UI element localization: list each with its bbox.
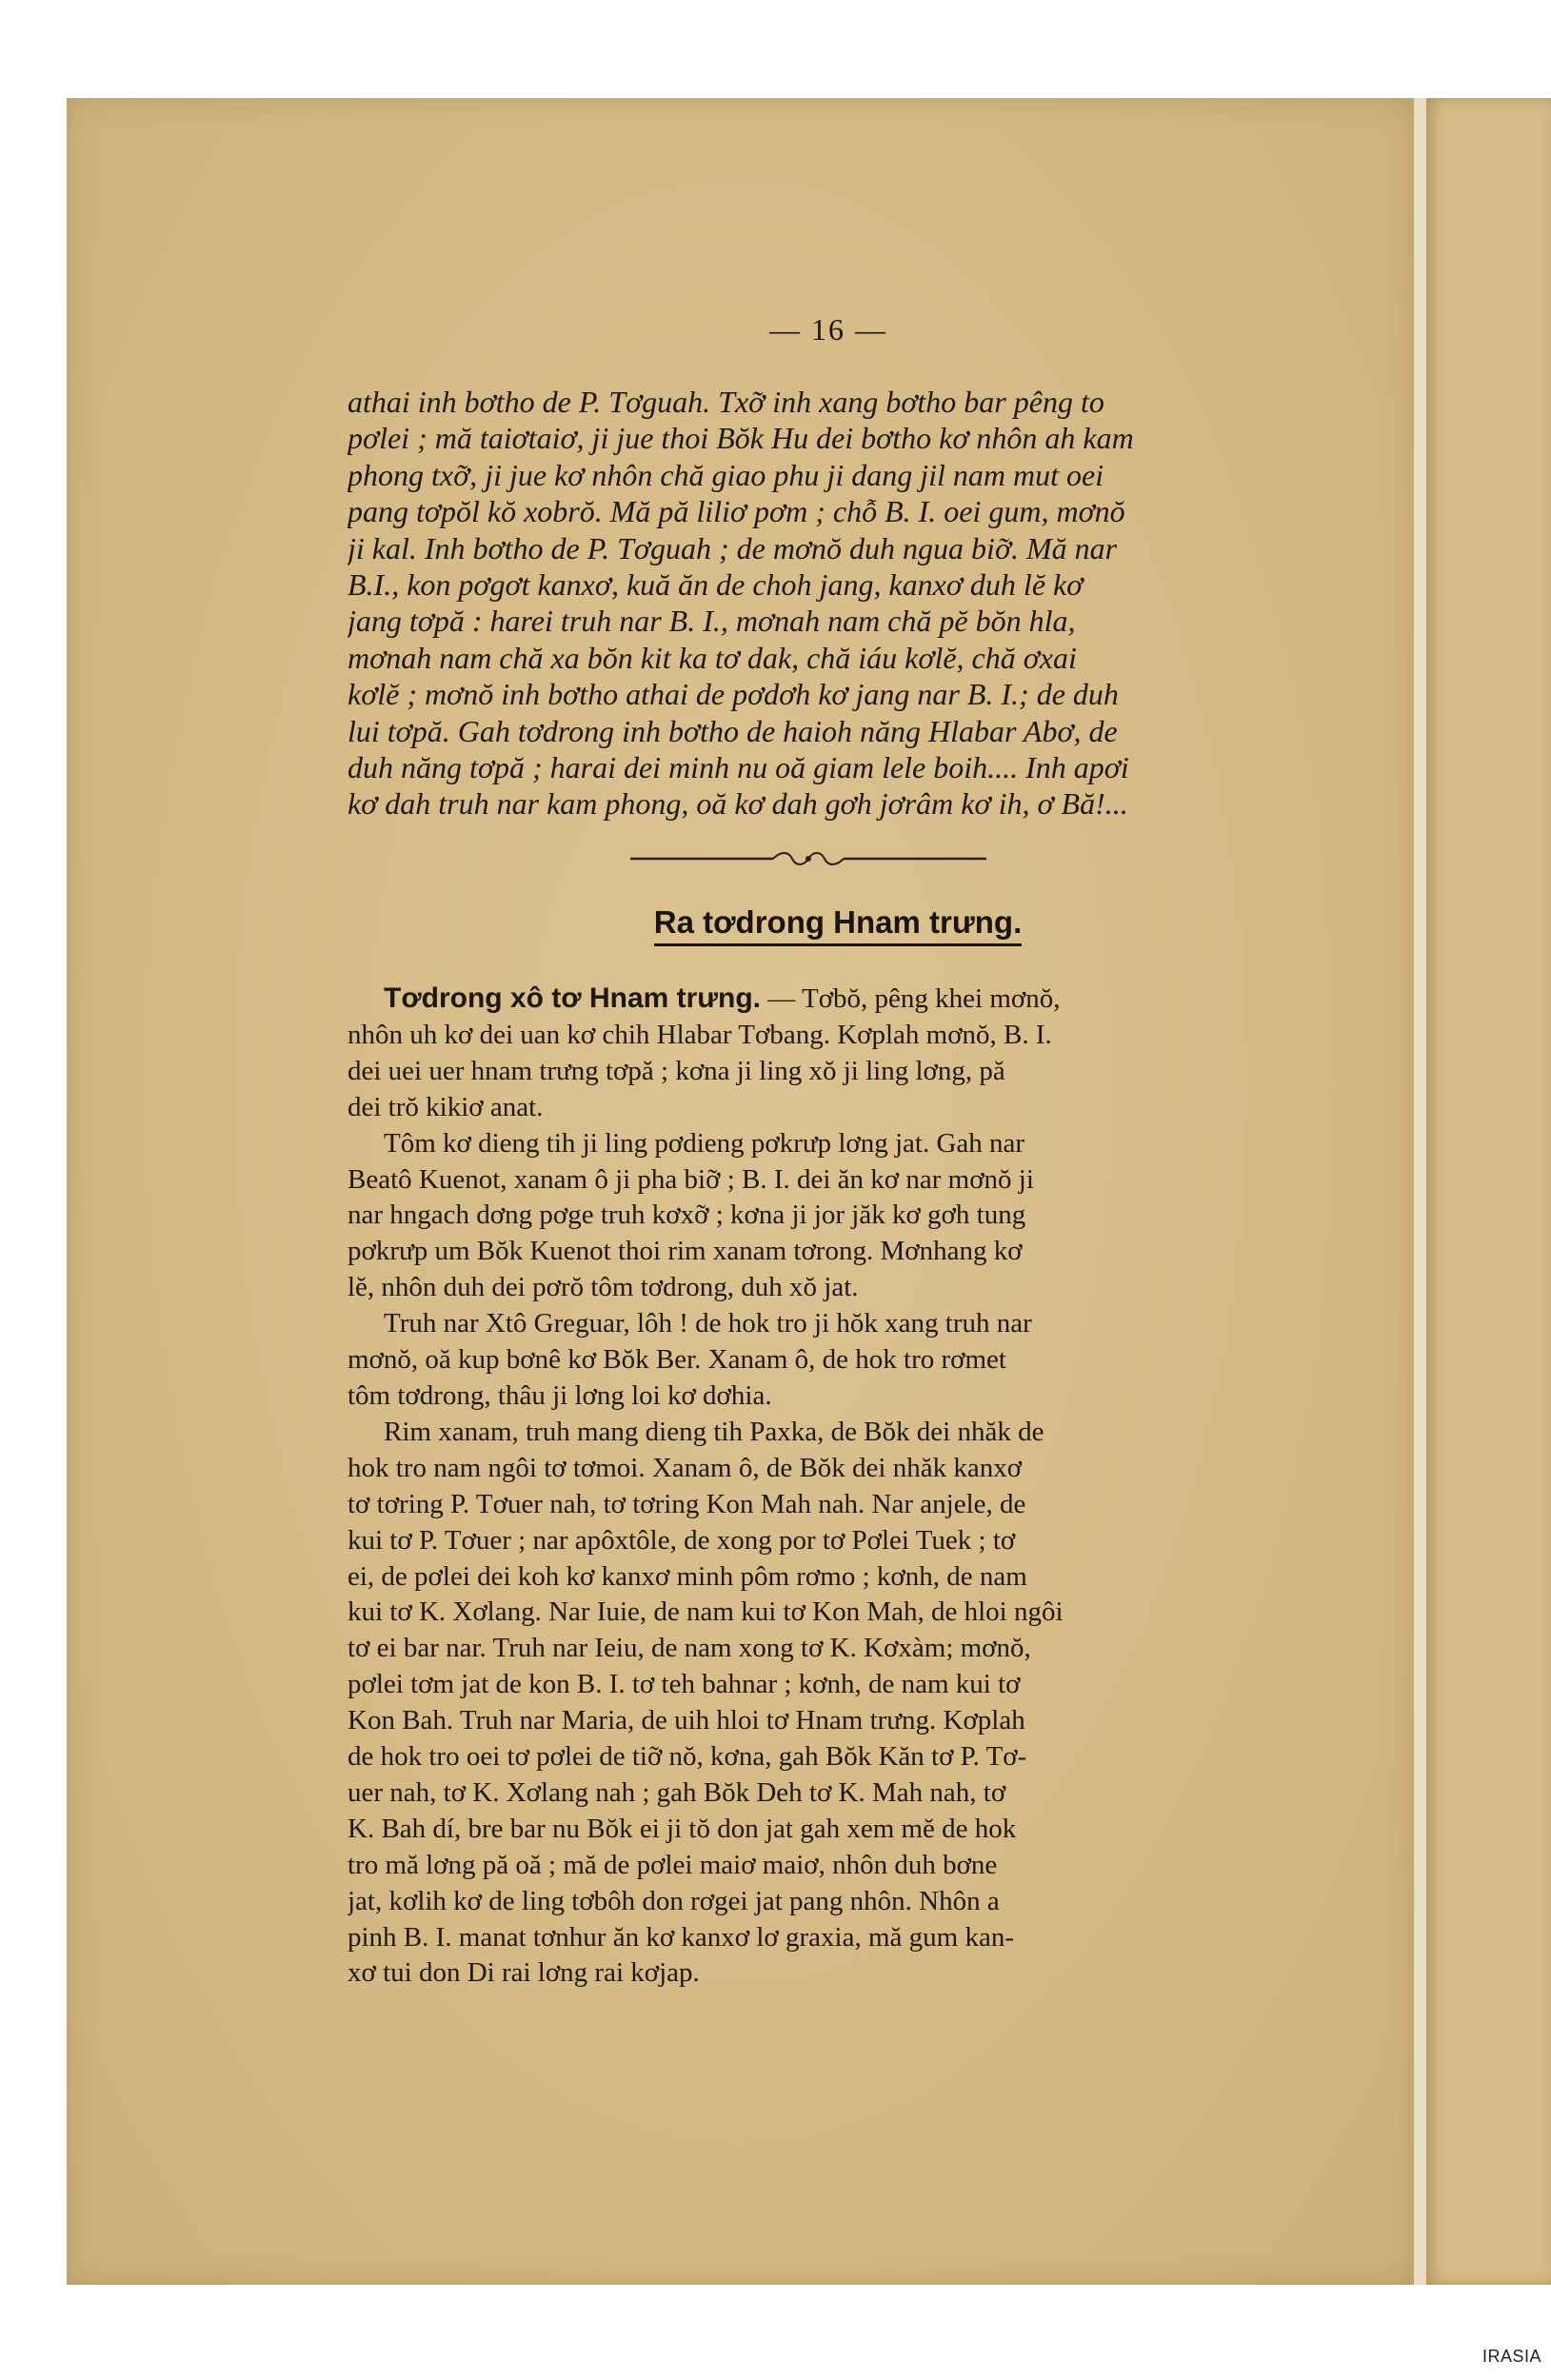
page-fold [1414, 98, 1426, 2285]
body-line: uer nah, tơ K. Xơlang nah ; gah Bŏk Deh tơ K. Mah nah, tơ [348, 1776, 1006, 1808]
italic-line: ji kal. Inh bơtho de P. Tơguah ; de mơnŏ duh ngua biỡ. Mă nar [348, 530, 1118, 565]
body-line: Truh nar Xtô Greguar, lôh ! de hok tro ji hŏk xang truh nar [384, 1308, 1032, 1339]
section-title-text: Ra tơdrong Hnam trưng. [654, 904, 1023, 946]
italic-line: kơ dah truh nar kam phong, oă kơ dah gơh jơrâm kơ ih, ơ Bă!... [348, 786, 1128, 822]
body-line: nhôn uh kơ dei uan kơ chih Hlabar Tơbang. Kơplah mơnŏ, B. I. [348, 1019, 1052, 1050]
page-number: — 16 — [769, 312, 887, 347]
body-line: pinh B. I. manat tơnhur ăn kơ kanxơ lơ graxia, mă gum kan- [348, 1921, 1014, 1953]
body-line: lĕ, nhôn duh dei pơrŏ tôm tơdrong, duh xŏ jat. [348, 1272, 859, 1303]
body-line: pơkrưp um Bŏk Kuenot thoi rim xanam tơrong. Mơnhang kơ [348, 1236, 1023, 1267]
body-line: tro mă lơng pă oă ; mă de pơlei maiơ maiơ, nhôn duh bơne [348, 1849, 998, 1880]
adjacent-page-edge [1426, 98, 1551, 2285]
body-line: jat, kơlih kơ de ling tơbôh don rơgei jat pang nhôn. Nhôn a [348, 1885, 1000, 1916]
body-line: kui tơ K. Xơlang. Nar Iuie, de nam kui tơ Kon Mah, de hloi ngôi [348, 1597, 1064, 1628]
italic-line: pơlei ; mă taiơtaiơ, ji jue thoi Bŏk Hu dei bơtho kơ nhôn ah kam [348, 421, 1134, 456]
italic-line: mơnah nam chă xa bŏn kit ka tơ dak, chă iáu kơlĕ, chă ơxai [348, 640, 1077, 675]
body-first-line [348, 981, 1281, 1018]
body-line: tôm tơdrong, thâu ji lơng loi kơ dơhia. [348, 1379, 772, 1411]
body-line: hok tro nam ngôi tơ tơmoi. Xanam ô, de Bŏk dei nhăk kanxơ [348, 1452, 1023, 1483]
body-line: Rim xanam, truh mang dieng tih Paxka, de Bŏk dei nhăk de [384, 1416, 1044, 1447]
body-line: tơ tơring P. Tơuer nah, tơ tơring Kon Mah nah. Nar anjele, de [348, 1488, 1026, 1519]
body-line: K. Bah dí, bre bar nu Bŏk ei ji tŏ don jat gah xem mĕ de hok [348, 1813, 1017, 1844]
lead-heading: Tơdrong xô tơ Hnam trưng. [384, 982, 762, 1014]
body-line: Tôm kơ dieng tih ji ling pơdieng pơkrưp lơng jat. Gah nar [384, 1127, 1025, 1159]
body-line: tơ ei bar nar. Truh nar Ieiu, de nam xong tơ K. Kơxàm; mơnŏ, [348, 1633, 1031, 1664]
italic-line: phong txỡ, ji jue kơ nhôn chă giao phu ji dang jil nam mut oei [348, 457, 1104, 492]
italic-line: B.I., kon pơgơt kanxơ, kuă ăn de choh jang, kanxơ duh lĕ kơ [348, 567, 1084, 603]
italic-line: duh năng tơpă ; harai dei minh nu oă giam lele boih.... Inh apơi [348, 750, 1129, 785]
body-line: ei, de pơlei dei koh kơ kanxơ minh pôm rơmo ; kơnh, de nam [348, 1560, 1027, 1592]
italic-line: kơlĕ ; mơnŏ inh bơtho athai de pơdơh kơ jang nar B. I.; de duh [348, 677, 1119, 712]
watermark: IRASIA [1481, 2347, 1541, 2366]
body-line: kui tơ P. Tơuer ; nar apôxtôle, de xong por tơ Pơlei Tuek ; tơ [348, 1524, 1016, 1556]
ornament-divider [630, 847, 986, 870]
body-line: nar hngach dơng pơge truh kơxỡ ; kơna ji jor jăk kơ gơh tung [348, 1200, 1026, 1231]
body-line: mơnŏ, oă kup bơnê kơ Bŏk Ber. Xanam ô, de hok tro rơmet [348, 1344, 1006, 1376]
body-line: pơlei tơm jat de kon B. I. tơ teh bahnar ; kơnh, de nam kui tơ [348, 1669, 1021, 1700]
section-title [590, 904, 1085, 941]
body-line: dei uei uer hnam trưng tơpă ; kơna ji ling xŏ ji ling lơng, pă [348, 1055, 1005, 1086]
body-line: — Tơbŏ, pêng khei mơnŏ, [761, 983, 1061, 1014]
body-line: xơ tui don Di rai lơng rai kơjap. [348, 1957, 700, 1989]
italic-line: athai inh bơtho de P. Tơguah. Txỡ inh xang bơtho bar pêng to [348, 385, 1104, 419]
body-text [348, 981, 1281, 1992]
italic-line: jang tơpă : harei truh nar B. I., mơnah nam chă pĕ bŏn hla, [348, 604, 1076, 639]
italic-line: lui tơpă. Gah tơdrong inh bơtho de haioh năng Hlabar Abơ, de [348, 713, 1118, 748]
body-line: Kon Bah. Truh nar Maria, de uih hloi tơ Hnam trưng. Kơplah [348, 1705, 1025, 1736]
body-line: de hok tro oei tơ pơlei de tiỡ nŏ, kơna, gah Bŏk Kăn tơ P. Tơ- [348, 1741, 1027, 1773]
italic-line: pang tơpŏl kŏ xobrŏ. Mă pă liliơ pơm ; chỗ B. I. oei gum, mơnŏ [348, 494, 1125, 529]
body-line: dei trŏ kikiơ anat. [348, 1091, 544, 1122]
body-line: Beatô Kuenot, xanam ô ji pha biỡ ; B. I. dei ăn kơ nar mơnŏ ji [348, 1163, 1034, 1195]
italic-paragraph [348, 384, 1281, 823]
